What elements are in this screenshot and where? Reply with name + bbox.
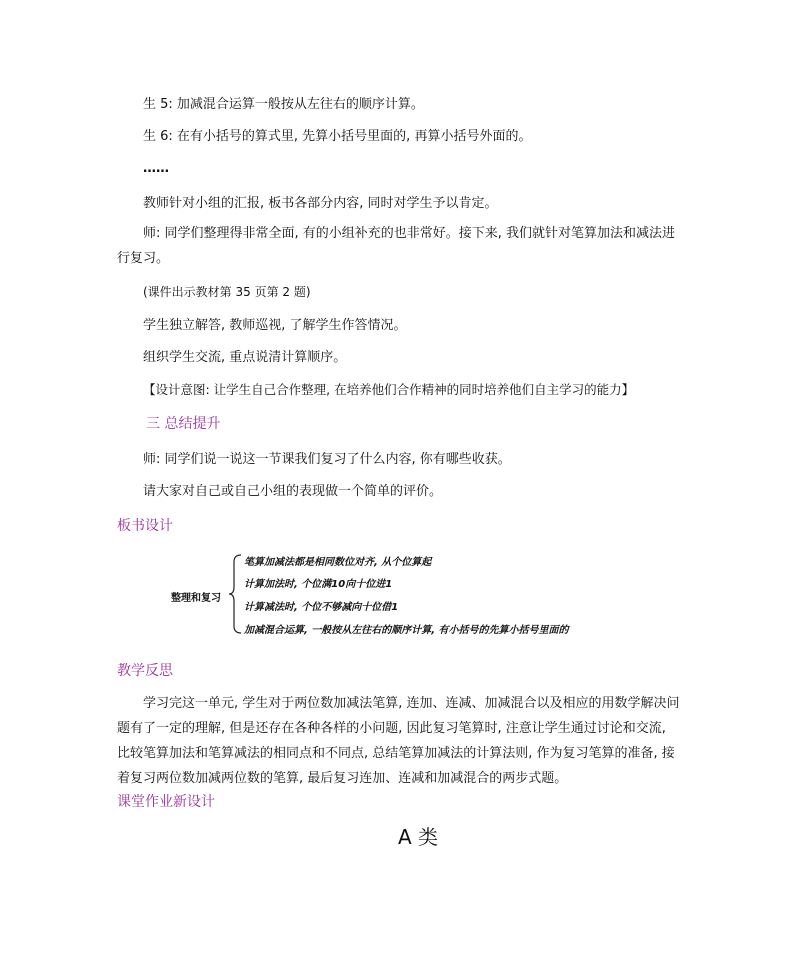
teacher-speech-paragraph: 师: 同学们整理得非常全面, 有的小组补充的也非常好。接下来, 我们就针对笔算加法和减法进行复习。 — [117, 226, 676, 266]
board-item-1: 笔算加减法都是相同数位对齐, 从个位算起 — [244, 557, 432, 568]
design-intent-line: 【设计意图: 让学生自己合作整理, 在培养他们合作精神的同时培养他们自主学习的能力】 — [143, 382, 635, 397]
homework-heading: 课堂作业新设计 — [117, 794, 215, 810]
reflection-paragraph: 学习完这一单元, 学生对于两位数加减法笔算, 连加、连减、加减混合以及相应的用数学解决问题有了一定的理解, 但是还存在各种各样的小问题, 因此复习笔算时, 注意让学生通过讨论和交流, 比较笔算加法和笔算减法的相同点和不同点, 总结笔算加减法的计算法则, 作为复习笔算的准备, 接着复习两位数加减两位数的笔算, 最后复习连加、连减和加减混合的两步式题。 — [117, 696, 680, 786]
courseware-line: (课件出示教材第 35 页第 2 题) — [143, 285, 311, 299]
left-brace — [228, 553, 242, 635]
teacher-summary-line: 教师针对小组的汇报, 板书各部分内容, 同时对学生予以肯定。 — [143, 196, 498, 211]
teacher-ask-line: 师: 同学们说一说这一节课我们复习了什么内容, 你有哪些收获。 — [143, 452, 511, 467]
communicate-line: 组织学生交流, 重点说清计算顺序。 — [143, 350, 347, 365]
reflection-heading: 教学反思 — [117, 663, 173, 679]
evaluate-line: 请大家对自己或自己小组的表现做一个简单的评价。 — [143, 484, 443, 499]
student6-line: 生 6: 在有小括号的算式里, 先算小括号里面的, 再算小括号外面的。 — [143, 129, 532, 144]
ellipsis-line: …… — [143, 161, 169, 176]
board-item-2: 计算加法时, 个位满10向十位进1 — [244, 579, 393, 590]
section-three-title: 三 总结提升 — [146, 416, 221, 432]
board-item-3: 计算减法时, 个位不够减向十位借1 — [244, 602, 399, 613]
independent-line: 学生独立解答, 教师巡视, 了解学生作答情况。 — [143, 318, 407, 333]
board-label: 整理和复习 — [171, 593, 221, 604]
student5-line: 生 5: 加减混合运算一般按从左往右的顺序计算。 — [143, 97, 424, 112]
board-design-heading: 板书设计 — [117, 518, 173, 534]
board-item-4: 加减混合运算, 一般按从左往右的顺序计算, 有小括号的先算小括号里面的 — [244, 625, 569, 636]
class-a-title: A 类 — [398, 825, 439, 849]
